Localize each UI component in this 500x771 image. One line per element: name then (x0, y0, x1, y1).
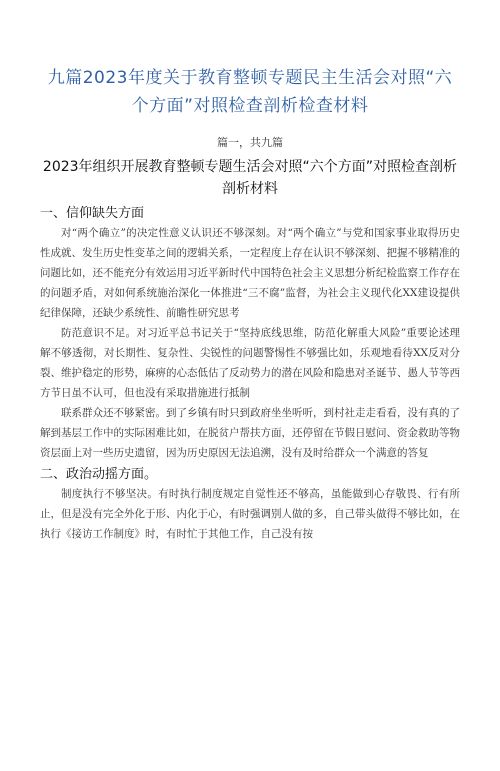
section-heading-1: 一、信仰缺失方面 (40, 206, 145, 221)
section-label: 篇一，共九篇 (217, 136, 283, 149)
paragraph: 联系群众还不够紧密。到了乡镇有时只到政府坐坐听听，到村社走走看看，没有真的了解到基层工作中的实际困难比如，在脱贫户帮扶方面，还停留在节假日慰问、资金救助等物资层面上对一些历史遗留，因为历史原因无法追溯，没有及时给群众一个满意的答复 (40, 407, 460, 459)
document-title: 九篇2023年度关于教育整顿专题民主生活会对照“六个方面”对照检查剖析检查材料 (47, 68, 453, 116)
article-title: 2023年组织开展教育整顿专题生活会对照“六个方面”对照检查剖析剖析材料 (42, 159, 458, 197)
paragraph: 防范意识不足。对习近平总书记关于“坚持底线思维，防范化解重大风险”重要论述理解不够透彻，对长期性、复杂性、尖锐性的问题警惕性不够强比如，乐观地看待XX反对分裂、维护稳定的形势，麻痹的心态低估了反动势力的潜在风险和隐患对圣诞节、愚人节等西方节日虽不认可，但也没有采取措施进行抵制 (40, 327, 460, 399)
document-page (0, 64, 500, 771)
section-heading-2: 二、政治动摇方面。 (40, 467, 158, 482)
paragraph: 制度执行不够坚决。有时执行制度规定自觉性还不够高，虽能做到心存敬畏、行有所止，但是没有完全外化于形、内化于心，有时强调别人做的多，自己带头做得不够比如，在执行《接访工作制度》时，有时忙于其他工作，自己没有按 (40, 488, 460, 540)
paragraph: 对“两个确立”的决定性意义认识还不够深刻。对“两个确立”与党和国家事业取得历史性成就、发生历史性变革之间的逻辑关系，一定程度上存在认识不够深刻、把握不够精准的问题比如，还不能充分有效运用习近平新时代中国特色社会主义思想分析纪检监察工作存在的问题矛盾，对如何系统施治深化一体推进“三不腐”监督，为社会主义现代化XX建设提供纪律保障，还缺少系统性、前瞻性研究思考 (40, 227, 460, 319)
